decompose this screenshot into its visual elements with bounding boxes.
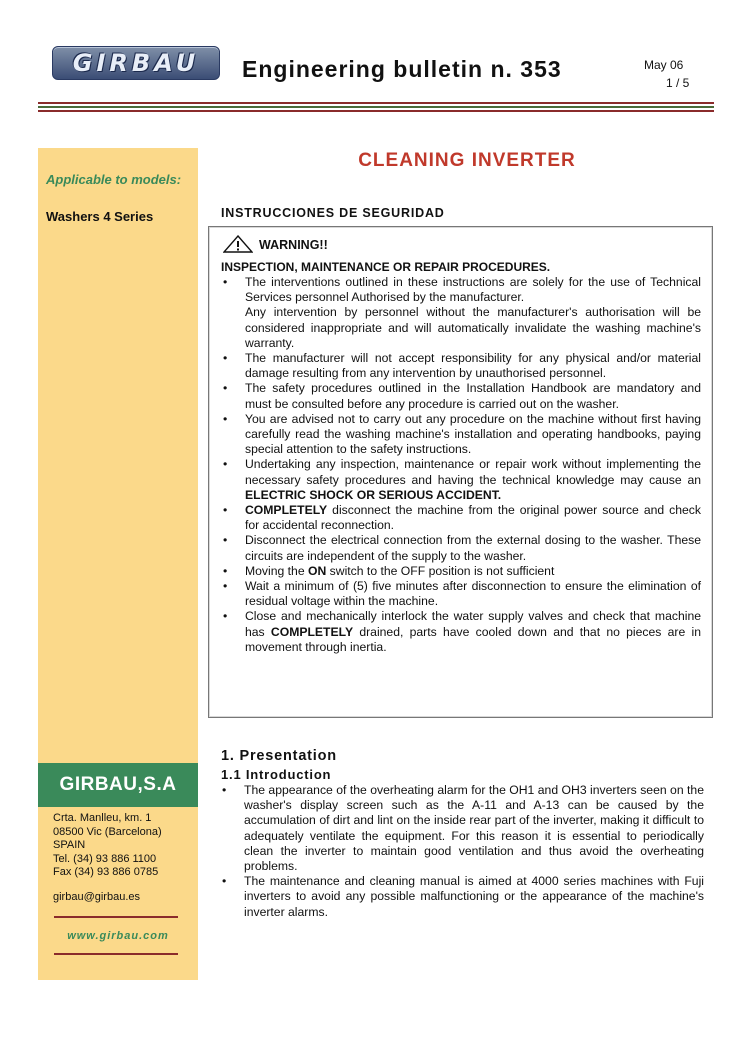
text-segment: Disconnect the electrical connection from the external dosing to the washer. These circuits are independent of the supply to the washer. bbox=[245, 533, 701, 563]
company-name: GIRBAU,S.A bbox=[38, 763, 198, 807]
warning-heading-text: WARNING!! bbox=[259, 238, 328, 252]
bullet-icon: • bbox=[222, 783, 227, 797]
text-segment: disconnect the machine from the original power source and check for accidental reconnection. bbox=[245, 503, 701, 533]
applicable-label: Applicable to models: bbox=[46, 172, 182, 187]
section-title: INSTRUCCIONES DE SEGURIDAD bbox=[221, 206, 445, 220]
header-rule-top bbox=[38, 102, 714, 104]
bulletin-date: May 06 bbox=[644, 58, 684, 72]
bullet-icon: • bbox=[223, 503, 228, 518]
text-segment: switch to the OFF position is not sufficient bbox=[326, 563, 555, 578]
bullet-icon: • bbox=[223, 351, 228, 366]
warning-box bbox=[208, 226, 713, 718]
bullet-icon: • bbox=[223, 457, 228, 472]
page-number: 1 / 5 bbox=[666, 76, 690, 90]
list-item bbox=[221, 381, 701, 411]
emphasis-text: ON bbox=[308, 563, 327, 578]
list-item bbox=[221, 564, 701, 579]
introduction-heading: 1.1 Introduction bbox=[221, 767, 332, 782]
introduction-list bbox=[220, 783, 704, 920]
bullet-icon: • bbox=[223, 275, 228, 289]
bullet-icon: • bbox=[223, 563, 228, 578]
bulletin-title: Engineering bulletin n. 353 bbox=[242, 56, 562, 82]
header-rule-bottom bbox=[38, 110, 714, 112]
list-item-text bbox=[245, 533, 701, 563]
list-item bbox=[221, 275, 701, 351]
bullet-icon: • bbox=[223, 381, 228, 396]
list-item-text: The maintenance and cleaning manual is aimed at 4000 series machines with Fuji inverters to avoid any possible malfunctioning or the appearance of the machine's inverter alarms. bbox=[244, 874, 704, 919]
list-item bbox=[221, 533, 701, 563]
text-segment: drained, parts have cooled down and that no pieces are in movement through inertia. bbox=[245, 624, 701, 654]
bullet-icon: • bbox=[222, 874, 227, 889]
bullet-icon: • bbox=[223, 411, 228, 426]
company-website[interactable]: www.girbau.com bbox=[67, 930, 169, 942]
list-item-text bbox=[245, 503, 701, 533]
emphasis-text: ELECTRIC SHOCK OR SERIOUS ACCIDENT. bbox=[245, 487, 502, 502]
fax-number: Fax (34) 93 886 0785 bbox=[53, 866, 159, 879]
text-segment: Undertaking any inspection, maintenance or repair work without implementing the necessary safety procedures and having the technical knowledge may cause an bbox=[245, 457, 701, 487]
text-segment: You are advised not to carry out any procedure on the machine without first having carefully read the washing machine's installation and operating handbooks, paying special attention to the safety instructions. bbox=[245, 411, 701, 457]
text-segment: The safety procedures outlined in the Installation Handbook are mandatory and must be consulted before any procedure is carried out on the washer. bbox=[245, 381, 701, 411]
phone-number: Tel. (34) 93 886 1100 bbox=[53, 852, 157, 865]
bullet-icon: • bbox=[223, 609, 228, 624]
text-segment: Close and mechanically interlock the water supply valves and check that machine has bbox=[245, 609, 701, 639]
list-item-text bbox=[245, 412, 701, 458]
list-item bbox=[221, 351, 701, 381]
list-item bbox=[220, 874, 704, 920]
document-title: CLEANING INVERTER bbox=[358, 150, 576, 171]
warning-triangle-icon bbox=[223, 235, 253, 256]
logo-text: GIRBAU bbox=[72, 49, 200, 77]
emphasis-text: COMPLETELY bbox=[245, 503, 328, 518]
text-segment: Wait a minimum of (5) five minutes after disconnection to ensure the elimination of residual voltage within the machine. bbox=[245, 579, 701, 609]
text-segment: The interventions outlined in these instructions are solely for the use of Technical Services personnel Authorised by the manufacturer. bbox=[245, 275, 701, 305]
list-item bbox=[221, 503, 701, 533]
applicable-models: Washers 4 Series bbox=[46, 209, 154, 224]
address-line: SPAIN bbox=[53, 839, 86, 852]
address-line: 08500 Vic (Barcelona) bbox=[53, 825, 162, 838]
list-item-text bbox=[245, 564, 701, 579]
text-segment: Any intervention by personnel without the manufacturer's authorisation will be considered inappropriate and will automatically invalidate the washing machine's warranty. bbox=[245, 305, 701, 350]
list-item bbox=[221, 457, 701, 503]
list-item-text bbox=[245, 457, 701, 503]
list-item-text bbox=[245, 579, 701, 609]
warning-subheading: INSPECTION, MAINTENANCE OR REPAIR PROCEDURES. bbox=[221, 260, 551, 274]
list-item bbox=[221, 579, 701, 609]
bullet-icon: • bbox=[223, 533, 228, 548]
text-segment: The manufacturer will not accept responsibility for any physical and/or material damage resulting from any intervention by unauthorised personnel. bbox=[245, 351, 701, 381]
presentation-heading: 1. Presentation bbox=[221, 748, 337, 764]
list-item bbox=[221, 609, 701, 655]
sidebar-divider bbox=[54, 953, 178, 955]
sidebar-divider bbox=[54, 916, 178, 918]
address-line: Crta. Manlleu, km. 1 bbox=[53, 812, 152, 824]
warning-heading bbox=[223, 235, 328, 256]
list-item-text bbox=[245, 381, 701, 411]
text-segment: Moving the bbox=[245, 563, 309, 578]
list-item bbox=[221, 412, 701, 458]
list-item-text bbox=[245, 609, 701, 655]
list-item-text: The appearance of the overheating alarm for the OH1 and OH3 inverters seen on the washer's display screen such as the A-11 and A-13 can be caused by the accumulation of dirt and lint on the inside rear part of the inverter, making it difficult to adequately ventilate the equipment. For this reason it is essential to periodically clean the inverter to maintain good ventilation and thus avoid the overheating problems. bbox=[244, 783, 704, 874]
bullet-icon: • bbox=[223, 579, 228, 594]
girbau-logo bbox=[52, 46, 220, 80]
company-email[interactable]: girbau@girbau.es bbox=[53, 891, 140, 903]
header-rule-middle bbox=[38, 106, 714, 108]
company-address bbox=[53, 812, 162, 880]
list-item-text bbox=[245, 275, 701, 351]
sidebar bbox=[38, 148, 198, 980]
list-item bbox=[220, 783, 704, 874]
list-item-text bbox=[245, 351, 701, 381]
emphasis-text: COMPLETELY bbox=[270, 624, 354, 639]
warning-list bbox=[221, 275, 701, 655]
